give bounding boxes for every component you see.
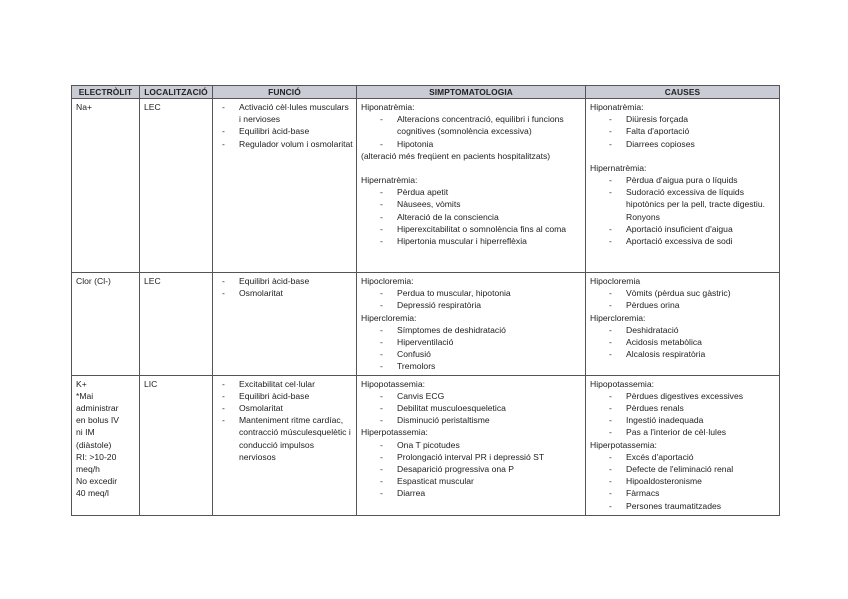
list-item: - Alteració de la consciencia — [361, 211, 582, 223]
list-item: - Persones traumatitzades — [590, 500, 776, 512]
list-item: - Desaparició progressiva ona P — [361, 463, 582, 475]
list-item: - Hiperexcitabilitat o somnolència fins al coma — [361, 223, 582, 235]
electrolit-line: No excedir — [76, 476, 118, 487]
cell-funcio — [213, 99, 357, 273]
list-item: - Osmolaritat — [217, 287, 353, 299]
list-item: - Excitabilitat cel·lular — [217, 378, 353, 390]
electrolit-line: *Mai — [76, 390, 94, 401]
cell-causes — [586, 375, 780, 515]
list-item: - Hipoaldosteronisme — [590, 475, 776, 487]
list-item: - Debilitat musculoesqueletica — [361, 402, 582, 414]
cell-electrolit — [72, 375, 140, 515]
list-item: - Activació cèl·lules musculars i nervioses — [217, 101, 353, 125]
list-item: - Pèrdues orina — [590, 299, 776, 311]
list-item: - Fàrmacs — [590, 487, 776, 499]
table-row-sodium — [72, 99, 780, 273]
list-item: - Vòmits (pèrdua suc gàstric) — [590, 287, 776, 299]
list-item: - Equilibri àcid-base — [217, 275, 353, 287]
group-title: Hipopotassemia: — [590, 378, 655, 389]
cell-electrolit — [72, 99, 140, 273]
group-title: Hiperpotassemia: — [361, 427, 428, 438]
group-title: Hipernatrèmia: — [361, 175, 418, 186]
list-item: - Pas a l'interior de cèl·lules — [590, 426, 776, 438]
electrolit-line: K+ — [76, 378, 87, 389]
cell-simptomatologia — [357, 273, 586, 376]
list-item: - Sudoració excessiva de líquids hipotònics per la pell, tracte digestiu. Ronyons — [590, 186, 776, 223]
list-item: - Canvis ECG — [361, 390, 582, 402]
electrolytes-table — [71, 85, 780, 516]
group-title: Hipocloremia: — [361, 276, 414, 286]
group-title: Hipocloremia — [590, 276, 641, 286]
list-item: - Deshidratació — [590, 324, 776, 336]
header-row — [72, 86, 780, 99]
list-item: - Prolongació interval PR i depressió ST — [361, 451, 582, 463]
cell-simptomatologia — [357, 375, 586, 515]
list-item: - Nàusees, vòmits — [361, 198, 582, 210]
list-item: - Hipotonia — [361, 138, 582, 150]
list-item: - Ona T picotudes — [361, 439, 582, 451]
list-item: - Diarrees copioses — [590, 138, 776, 150]
list-item: - Ingestió inadequada — [590, 414, 776, 426]
list-item: - Aportació excessiva de sodi — [590, 235, 776, 247]
list-item: - Manteniment ritme cardíac, contracció músculesquelètic i conducció impulsos nerviosos — [217, 414, 353, 463]
group-title: Hipercloremia: — [590, 312, 646, 323]
cell-causes — [586, 99, 780, 273]
cell-localitzacio: LEC — [140, 273, 213, 376]
cell-funcio — [213, 273, 357, 376]
group-title: Hipopotassemia: — [361, 378, 426, 389]
list-item: - Disminució peristaltisme — [361, 414, 582, 426]
header-electrolit: ELECTRÒLIT — [72, 86, 140, 99]
list-item: - Alcalosis respiratòria — [590, 348, 776, 360]
header-causes: CAUSES — [586, 86, 780, 99]
electrolit-line: ni IM — [76, 427, 95, 438]
list-item: - Equilibri àcid-base — [217, 390, 353, 402]
header-funcio: FUNCIÓ — [213, 86, 357, 99]
cell-funcio — [213, 375, 357, 515]
group-title: Hipercloremia: — [361, 312, 417, 323]
table-row-chloride — [72, 273, 780, 376]
cell-electrolit — [72, 273, 140, 376]
list-item: - Pèrdues renals — [590, 402, 776, 414]
group-title: Hipernatrèmia: — [590, 162, 647, 173]
list-item: - Hipertonia muscular i hiperreflèxia — [361, 235, 582, 247]
list-item: - Acidosis metabòlica — [590, 336, 776, 348]
group-title: Hiperpotassemia: — [590, 439, 657, 450]
list-item: - Diarrea — [361, 487, 582, 499]
electrolit-line: meq/h — [76, 464, 100, 475]
header-simptomatologia: SIMPTOMATOLOGIA — [357, 86, 586, 99]
cell-causes — [586, 273, 780, 376]
group-title: Hiponatrèmia: — [590, 102, 644, 112]
electrolit-line: en bolus IV — [76, 415, 119, 426]
electrolit-line: 40 meq/l — [76, 488, 109, 499]
cell-localitzacio: LIC — [140, 375, 213, 515]
list-item: - Hiperventilació — [361, 336, 582, 348]
list-item: - Falta d'aportació — [590, 125, 776, 137]
list-item: - Regulador volum i osmolaritat — [217, 138, 353, 150]
electrolit-line: administrar — [76, 403, 119, 414]
list-item: - Alteracions concentració, equilibri i funcions cognitives (somnolència excessiva) — [361, 113, 582, 137]
electrolit-line: Na+ — [76, 102, 93, 112]
list-item: - Excés d'aportació — [590, 451, 776, 463]
list-item: - Depressió respiratòria — [361, 299, 582, 311]
list-item: - Espasticat muscular — [361, 475, 582, 487]
header-localitzacio: LOCALITZACIÓ — [140, 86, 213, 99]
list-item: - Pèrdues digestives excessives — [590, 390, 776, 402]
list-item: - Tremolors — [361, 360, 582, 372]
list-item: - Pèrdua d'aigua pura o líquids — [590, 174, 776, 186]
list-item: - Osmolaritat — [217, 402, 353, 414]
group-note: (alteració més freqüent en pacients hospitalitzats) — [361, 150, 551, 161]
group-title: Hiponatrèmia: — [361, 102, 415, 112]
electrolit-line: (diàstole) — [76, 439, 112, 450]
cell-localitzacio: LEC — [140, 99, 213, 273]
list-item: - Confusió — [361, 348, 582, 360]
list-item: - Aportació insuficient d'aigua — [590, 223, 776, 235]
electrolit-line: RI: >10-20 — [76, 451, 117, 462]
list-item: - Defecte de l'eliminació renal — [590, 463, 776, 475]
list-item: - Símptomes de deshidratació — [361, 324, 582, 336]
electrolit-line: Clor (Cl-) — [76, 276, 111, 286]
list-item: - Diüresis forçada — [590, 113, 776, 125]
table-row-potassium — [72, 375, 780, 515]
list-item: - Equilibri àcid-base — [217, 125, 353, 137]
list-item: - Pèrdua apetit — [361, 186, 582, 198]
cell-simptomatologia — [357, 99, 586, 273]
list-item: - Perdua to muscular, hipotonia — [361, 287, 582, 299]
